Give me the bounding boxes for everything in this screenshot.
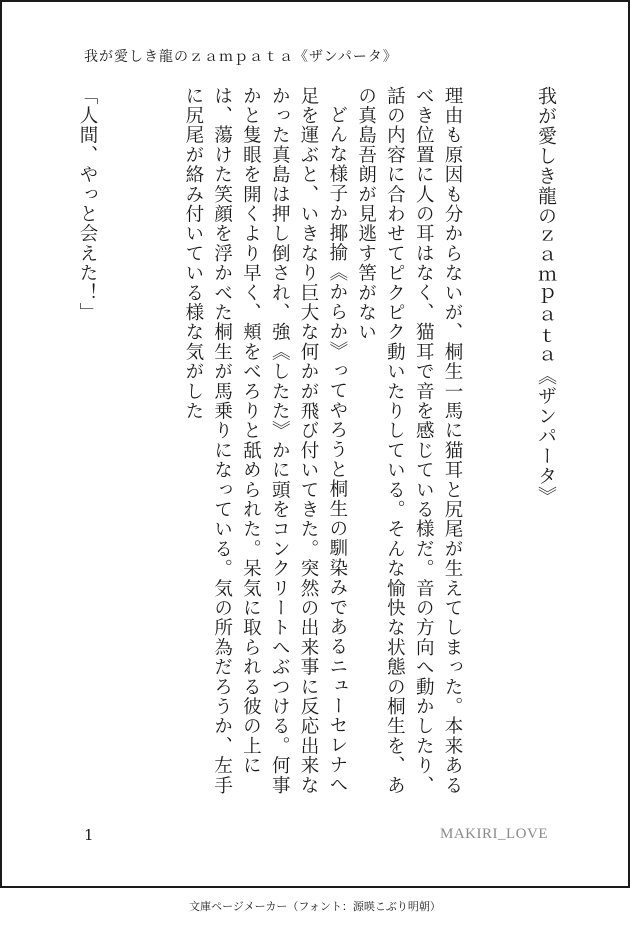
paragraph: 理由も原因も分からないが、桐生一馬に猫耳と尻尾が生えてしまった。本来あるべき位置に人の耳はなく、猫耳で音を感じている様だ。音の方向へ動かしたり、話の内容に合わせてピクピク動いたりしている。そんな愉快な状態の桐生を、あの真島吾朗が見逃す筈がない [355,86,463,796]
footer-credit: 文庫ページメーカー（フォント：源暎こぶり明朝） [189,900,441,913]
body-text [120,86,466,806]
chapter-title: 我が愛しき龍のｚａｍｐａｔａ《ザンパータ》 [535,86,557,506]
running-head: 我が愛しき龍のｚａｍｐａｔａ《ザンパータ》 [84,49,398,65]
paragraph: どんな様子か揶揄《からか》ってやろうと桐生の馴染みであるニューセレナへ足を運ぶと、いきなり巨大な何かが飛び付いてきた。突然の出来事に反応出来なかった真島は押し倒され、強《したた》かに頭をコンクリートへぶつける。何事かと隻眼を開くより早く、頬をべろりと舐められた。呆気に取られる彼の上には、蕩けた笑顔を浮かべた桐生が馬乗りになっている。気の所為だろうか、左手に尻尾が絡み付いている様な気がした [182,86,348,796]
page-number: 1 [84,826,94,844]
dialogue-line: 「人間、やっと会えた！」 [77,86,98,323]
author-watermark: MAKIRI_LOVE [440,826,548,842]
